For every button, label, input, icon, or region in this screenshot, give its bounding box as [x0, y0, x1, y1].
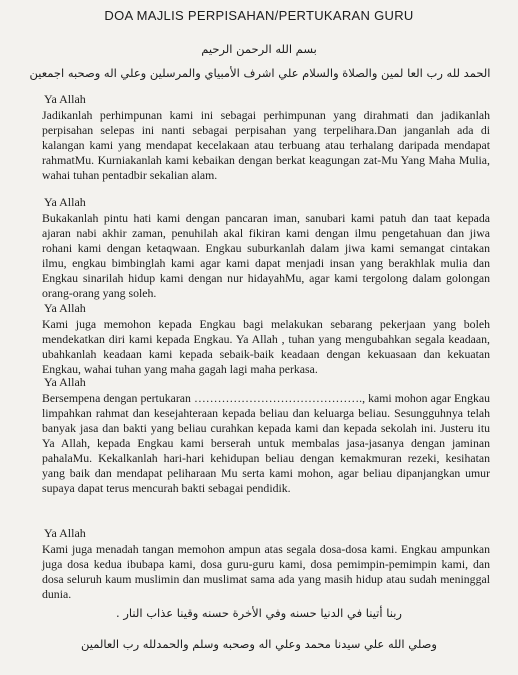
- section-paragraph: Kami juga memohon kepada Engkau bagi melakukan sebarang pekerjaan yang boleh mendekatkan diri kami kepada Engkau. Ya Allah , tuhan yang mengubahkan segala keadaan, ubahkanlah keadaan kami kepada sebaik-baik keadaan dengan kekuasaan dan kekuatan Engkau, wahai tuhan yang maha gagah lagi maha perkasa.: [42, 317, 490, 376]
- prayer-section-1: [42, 93, 490, 183]
- section-paragraph: Bukakanlah pintu hati kami dengan pancaran iman, sanubari kami patuh dan taat kepada ajaran nabi akhir zaman, penuhilah akal fikiran kami dengan ilmu pengetahuan dan jiwa rohani kami dengan ketaqwaan. Engkau suburkanlah dalam jiwa kami semangat cintakan ilmu, engkau bimbinglah kami agar kami dapat menjadi insan yang berakhlak mulia dan Engkau sinarilah hidup kami dengan nur hidayahMu, agar kami tergolong dalam golongan orang-orang yang soleh.: [42, 211, 490, 300]
- section-heading: Ya Allah: [44, 301, 86, 315]
- arabic-basmala: بسم الله الرحمن الرحيم: [201, 42, 317, 56]
- document-title: DOA MAJLIS PERPISAHAN/PERTUKARAN GURU: [104, 8, 414, 23]
- prayer-section-5: [42, 527, 490, 602]
- prayer-section-2: [42, 196, 490, 301]
- section-heading: Ya Allah: [44, 375, 86, 389]
- section-heading: Ya Allah: [44, 195, 86, 209]
- prayer-section-3: [42, 302, 490, 377]
- section-paragraph: Kami juga menadah tangan memohon ampun atas segala dosa-dosa kami. Engkau ampunkan juga dosa kedua ibubapa kami, dosa guru-guru kami, dosa pemimpin-pemimpin kami, dan dosa seluruh kaum muslimin dan muslimat sama ada yang masih hidup atau sudah meninggal dunia.: [42, 542, 490, 601]
- section-heading: Ya Allah: [44, 526, 86, 540]
- section-heading: Ya Allah: [44, 92, 86, 106]
- arabic-closing-line-1: ربنا أتينا في الدنيا حسنه وفي الأخرة حسنه وقينا عذاب النار .: [116, 606, 402, 620]
- section-paragraph: Jadikanlah perhimpunan kami ini sebagai perhimpunan yang dirahmati dan jadikanlah perpisahan selepas ini nanti sebagai perpisahan yang terpelihara.Dan janganlah ada di kalangan kami yang mendapat kecelakaan atau terbuang atau terhalang daripada mendapat rahmatMu. Kurniakanlah kami kebaikan dengan berkat keagungan zat-Mu Yang Maha Mulia, wahai tuhan pentadbir sekalian alam.: [42, 108, 490, 182]
- section-paragraph: Bersempena dengan pertukaran ……………………………………., kami mohon agar Engkau limpahkan rahmat dan kesejahteraan kepada beliau dan keluarga beliau. Sesungguhnya telah banyak jasa dan bakti yang beliau curahkan kepada kami dan kepada sekolah ini. Justeru itu Ya Allah, kepada Engkau kami berserah untuk membalas jasa-jasanya dengan jaminan pahalaMu. Kekalkanlah hari-hari kehidupan beliau dengan kemakmuran rezeki, kesihatan yang baik dan mendapat peliharaan Mu serta kami mohon, agar beliau dipanjangkan umur supaya dapat terus mencurah bakti sebagai pendidik.: [42, 391, 490, 495]
- arabic-closing-line-2: وصلي الله علي سيدنا محمد وعلي اله وصحبه وسلم والحمدلله رب العالمين: [80, 637, 437, 651]
- arabic-praise: الحمد لله رب العا لمين والصلاة والسلام علي اشرف الأمبياي والمرسلين وعلي اله وصحبه اجمعين: [29, 66, 491, 80]
- prayer-section-4: [42, 376, 490, 496]
